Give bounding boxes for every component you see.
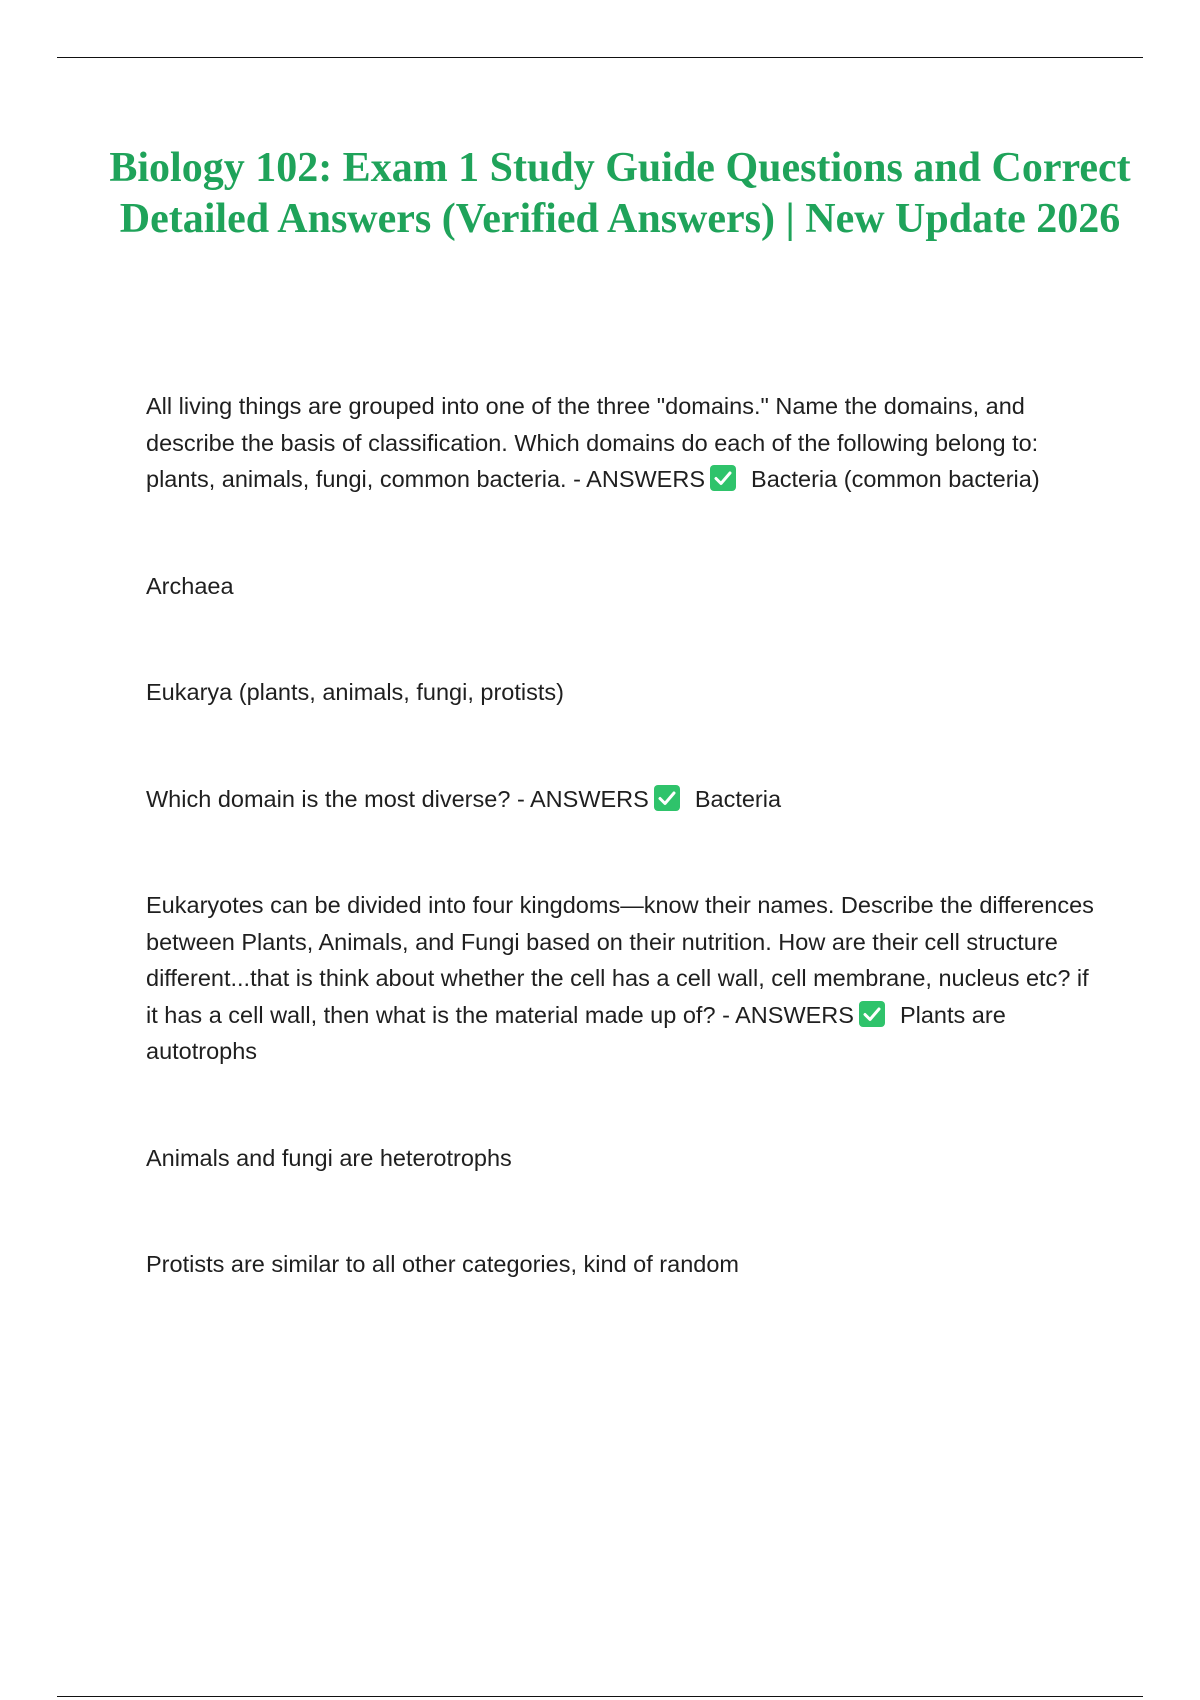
qa-block — [146, 781, 1096, 818]
answer-text: Bacteria (common bacteria) — [751, 466, 1040, 492]
green-checkbox-icon — [653, 784, 681, 812]
question-text: Eukaryotes can be divided into four kingdoms—know their names. Describe the differences between Plants, Animals, and Fungi based on their nutrition. How are their cell structure different...that is think about whether the cell has a cell wall, cell membrane, nucleus etc? if it has a cell wall, then what is the material made up of? — [146, 892, 1094, 1028]
green-checkbox-icon — [858, 1000, 886, 1028]
document-body — [146, 388, 1096, 1283]
qa-block — [146, 887, 1096, 1070]
answers-marker: - ANSWERS — [722, 1001, 854, 1028]
qa-block — [146, 388, 1096, 498]
answers-marker: - ANSWERS — [573, 466, 706, 492]
answer-continuation: Archaea — [146, 572, 234, 599]
answers-marker: - ANSWERS — [516, 785, 649, 812]
answer-text: Bacteria — [694, 785, 782, 812]
bottom-divider — [57, 1696, 1143, 1697]
question-text: All living things are grouped into one of the three "domains." Name the domains, and describe the basis of classification. Which domains do each of the following belong to: plants, animals, fungi, common bacteria. — [146, 393, 1039, 492]
answer-continuation: Protists are similar to all other categories, kind of random — [146, 1251, 739, 1277]
top-divider — [57, 57, 1143, 58]
question-text: Which domain is the most diverse? — [146, 785, 511, 812]
green-checkbox-icon — [709, 464, 737, 492]
answer-text: Plants are autotrophs — [146, 1001, 1006, 1064]
answer-continuation: Animals and fungi are heterotrophs — [146, 1144, 512, 1171]
answer-continuation: Eukarya (plants, animals, fungi, protists) — [146, 679, 564, 705]
document-title: Biology 102: Exam 1 Study Guide Questions and Correct Detailed Answers (Verified Answers) | New Update 2026 — [109, 145, 1131, 242]
